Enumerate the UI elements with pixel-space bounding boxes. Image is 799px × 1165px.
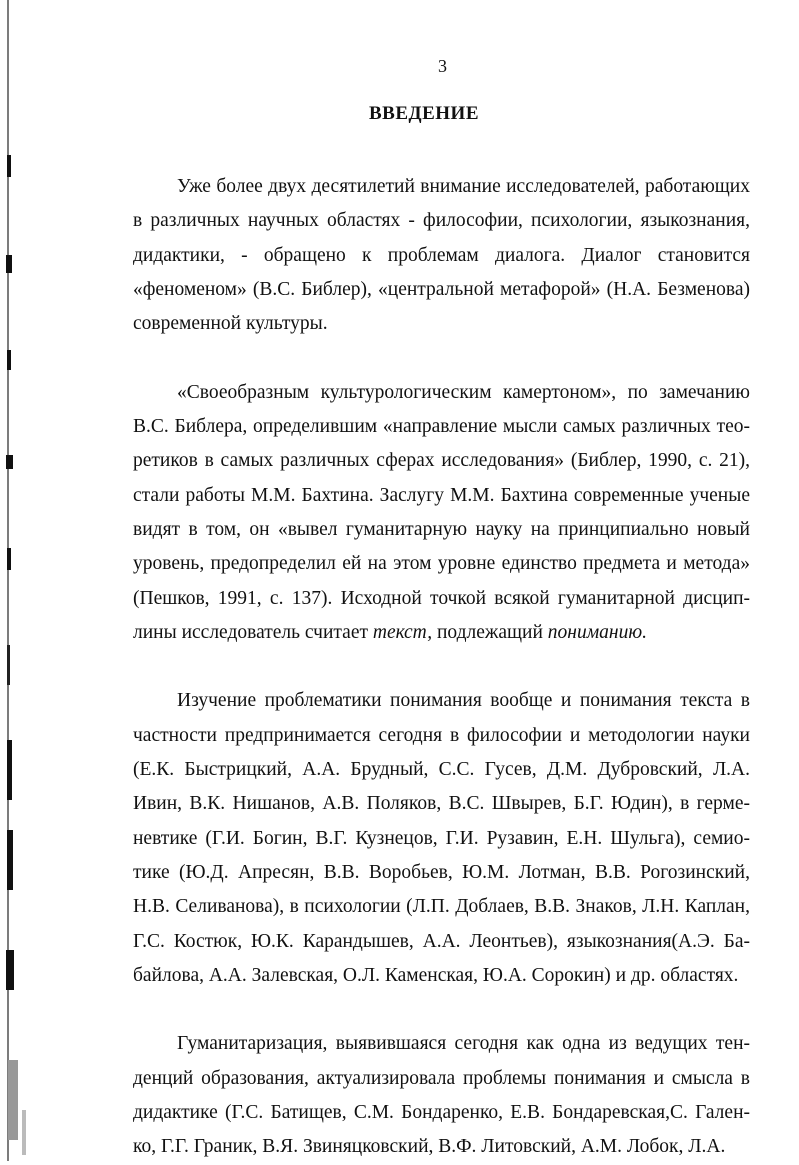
text-segment: Гуманитаризация, выявившаяся сегодня как одна из ведущих тен-	[177, 1033, 750, 1055]
text-segment: частности предпринимается сегодня в философии и методологии науки	[133, 724, 750, 746]
text-line	[133, 719, 750, 753]
emphasis-text: пониманию.	[547, 621, 647, 643]
text-segment: дидактики, - обращено к проблемам диалога. Диалог становится	[133, 244, 750, 266]
text-line	[133, 513, 750, 547]
text-line	[133, 1130, 750, 1164]
body-text	[133, 170, 750, 1165]
text-line	[133, 1027, 750, 1061]
text-line	[133, 959, 750, 993]
text-segment: дидактике (Г.С. Батищев, С.М. Бондаренко, Е.В. Бондаревская,С. Гален-	[133, 1102, 750, 1124]
text-segment: B.C. Библера, определившим «направление мысли самых различных тео-	[133, 416, 750, 438]
paragraph	[133, 1027, 750, 1164]
text-segment: невтике (Г.И. Богин, В.Г. Кузнецов, Г.И. Рузавин, Е.Н. Шульга), семио-	[133, 827, 750, 849]
text-line	[133, 1062, 750, 1096]
text-line	[133, 787, 750, 821]
text-segment: Н.В. Селиванова), в психологии (Л.П. Доблаев, В.В. Знаков, Л.Н. Каплан,	[133, 896, 750, 918]
text-line	[133, 273, 750, 307]
page-number: 3	[438, 56, 447, 76]
text-segment: байлова, А.А. Залевская, О.Л. Каменская, Ю.А. Сорокин) и др. областях.	[133, 964, 739, 986]
paragraph-gap	[133, 993, 750, 1027]
text-segment: современной культуры.	[133, 313, 328, 335]
section-heading: ВВЕДЕНИЕ	[369, 103, 479, 124]
text-line	[133, 684, 750, 718]
text-segment: (Пешков, 1991, с. 137). Исходной точкой всякой гуманитарной дисцип-	[133, 587, 750, 609]
text-segment: Уже более двух десятилетий внимание исследователей, работающих	[177, 176, 750, 197]
text-segment: Изучение проблематики понимания вообще и понимания текста в	[177, 690, 750, 712]
text-line	[133, 582, 750, 616]
text-line	[133, 1096, 750, 1130]
text-segment: Ивин, В.К. Нишанов, А.В. Поляков, B.C. Швырев, Б.Г. Юдин), в герме-	[133, 793, 750, 815]
text-segment: «Своеобразным культурологическим камертоном», по замечанию	[177, 381, 750, 403]
text-segment: Г.С. Костюк, Ю.К. Карандышев, А.А. Леонтьев), языкознания(А.Э. Ба-	[133, 930, 750, 952]
text-line	[133, 890, 750, 924]
text-line	[133, 444, 750, 478]
text-line	[133, 822, 750, 856]
text-segment: (Е.К. Быстрицкий, А.А. Брудный, С.С. Гусев, Д.М. Дубровский, Л.А.	[133, 759, 750, 781]
text-line	[133, 479, 750, 513]
text-line	[133, 753, 750, 787]
text-line	[133, 856, 750, 890]
paragraph	[133, 376, 750, 650]
text-segment: ко, Г.Г. Граник, В.Я. Звиняцковский, В.Ф. Литовский, А.М. Лобок, Л.А.	[133, 1136, 726, 1158]
paragraph-gap	[133, 650, 750, 684]
text-segment: в различных научных областях - философии, психологии, языкознания,	[133, 210, 750, 232]
text-line	[133, 376, 750, 410]
text-line	[133, 170, 750, 204]
text-segment: видят в том, он «вывел гуманитарную науку на принципиально новый	[133, 518, 750, 540]
text-line	[133, 547, 750, 581]
text-segment: денций образования, актуализировала проблемы понимания и смысла в	[133, 1067, 750, 1089]
text-line	[133, 204, 750, 238]
text-segment: лины исследователь считает	[133, 621, 373, 643]
scan-margin-artifact	[0, 0, 40, 1161]
text-line	[133, 307, 750, 341]
text-line	[133, 925, 750, 959]
text-segment: стали работы М.М. Бахтина. Заслугу М.М. Бахтина современные ученые	[133, 484, 750, 506]
text-segment: «феноменом» (B.C. Библер), «центральной метафорой» (Н.А. Безменова)	[133, 278, 750, 300]
paragraph-gap	[133, 341, 750, 375]
text-segment: ретиков в самых различных сферах исследования» (Библер, 1990, с. 21),	[133, 450, 750, 472]
text-segment: подлежащий	[432, 621, 548, 643]
text-line	[133, 616, 750, 650]
text-segment: тике (Ю.Д. Апресян, В.В. Воробьев, Ю.М. Лотман, В.В. Рогозинский,	[133, 861, 750, 883]
paragraph	[133, 170, 750, 341]
text-segment: уровень, предопределил ей на этом уровне единство предмета и метода»	[133, 553, 750, 575]
text-line	[133, 410, 750, 444]
text-line	[133, 239, 750, 273]
paragraph	[133, 684, 750, 993]
emphasis-text: текст,	[372, 621, 433, 643]
